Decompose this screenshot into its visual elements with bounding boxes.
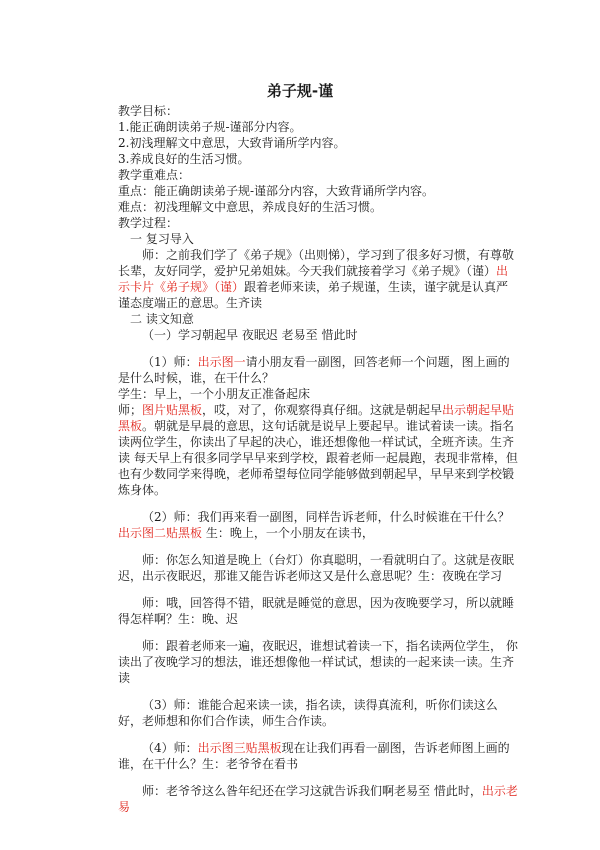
- objective-item: 3.养成良好的生活习惯。: [118, 152, 250, 166]
- paragraph-text: 师；: [118, 403, 143, 417]
- section-heading: 二 读文知意: [130, 312, 194, 326]
- subsection-heading: （一）学习朝起早 夜眠迟 老易至 惜此时: [142, 328, 358, 342]
- paragraph: [118, 402, 518, 498]
- paragraph: [118, 247, 518, 311]
- objective-item: 1.能正确朗读弟子规-谨部分内容。: [118, 120, 302, 134]
- paragraph-text: 跟着老师来读，弟子规谨，生读，谨字就是认真严谨态度端正的意思。生齐读: [118, 280, 509, 310]
- paragraph-text: 。朝就是早晨的意思，这句话就是说早上要起早。谁试着读一读。指名读两位学生，你读出了早起的决心，谁还想像他一样试试，全班齐读。生齐读 每天早上有很多同学早早来到学校，跟着老师一起晨跑，表现非常棒，但也有少数同学来得晚，老师希望每位同学能够做到朝起早，早早来到学校锻炼身体。: [118, 419, 518, 497]
- paragraph-text: （1）师：: [142, 355, 198, 369]
- student-answer: 学生：早上，一个小朋友正准备起床: [118, 387, 311, 401]
- paragraph-text: （2）师：我们再来看一副图，同样告诉老师，什么时候谁在干什么？: [142, 510, 510, 524]
- paragraph: [118, 354, 518, 386]
- key-point-zhongdian: 重点：能正确朗读弟子规-谨部分内容，大致背诵所学内容。: [118, 184, 435, 198]
- paragraph-text: 师：老爷爷这么昝年纪还在学习这就告诉我们啊老易至 惜此时，: [142, 784, 482, 798]
- paragraph-text: 请小朋友看一副图，回答老师一个问题，图上画的是什么时候，谁，在干什么？: [118, 355, 510, 385]
- paragraph-text: （4）师：: [142, 741, 198, 755]
- objectives-heading: 教学目标：: [118, 104, 179, 118]
- highlight-text: 出示老易: [118, 784, 518, 814]
- highlight-text: 出示图三贴黑板: [197, 741, 282, 755]
- highlight-text: 出示图一: [197, 355, 246, 369]
- objective-item: 2.初浅理解文中意思，大致背诵所学内容。: [118, 136, 346, 150]
- paragraph: 师：哦，回答得不错，眠就是睡觉的意思，因为夜晚要学习，所以就睡得怎样啊？生：晚、迟: [118, 596, 515, 626]
- highlight-text: 出示朝起早贴黑板: [118, 403, 515, 433]
- key-points-heading: 教学重难点：: [118, 168, 191, 182]
- highlight-text: 出示图二贴黑板: [118, 526, 203, 540]
- paragraph: [118, 509, 518, 541]
- paragraph: 师：跟着老师来一遍，夜眠迟，谁想试着读一下，指名读两位学生， 你读出了夜晚学习的想法，谁还想像他一样试试，想读的一起来读一读。生齐读: [118, 639, 518, 685]
- section-heading: 一 复习导入: [130, 232, 194, 246]
- paragraph: 师：你怎么知道是晚上（台灯）你真聪明，一看就明白了。这就是夜眠迟，出示夜眠迟，那谁又能告诉老师这又是什么意思呢？生：夜晚在学习: [118, 553, 515, 583]
- highlight-text: 出示卡片《弟子规》（谨）: [118, 264, 509, 294]
- paragraph-text: 现在让我们再看一副图，告诉老师图上画的谁，在干什么？生：老爷爷在看书: [118, 741, 510, 771]
- paragraph-text: 师：之前我们学了《弟子规》（出则悌），学习到了很多好习惯，有尊敬长辈，友好同学，爱护兄弟姐妹。今天我们就接着学习《弟子规》（谨）: [118, 248, 515, 278]
- document-body: [118, 103, 518, 815]
- paragraph: [118, 783, 518, 815]
- paragraph-text: 生：晚上，一个小朋友在读书，: [202, 526, 374, 540]
- paragraph-text: ，哎，对了，你观察得真仔细。这就是朝起早: [202, 403, 443, 417]
- highlight-text: 图片贴黑板: [142, 403, 203, 417]
- key-point-nandian: 难点：初浅理解文中意思，养成良好的生活习惯。: [118, 200, 383, 214]
- page-title: 弟子规-谨: [266, 82, 334, 100]
- paragraph: （3）师：谁能合起来读一读，指名读，读得真流利，听你们读这么好，老师想和你们合作读，师生合作读。: [118, 698, 498, 728]
- paragraph: [118, 740, 518, 772]
- process-heading: 教学过程：: [118, 216, 179, 230]
